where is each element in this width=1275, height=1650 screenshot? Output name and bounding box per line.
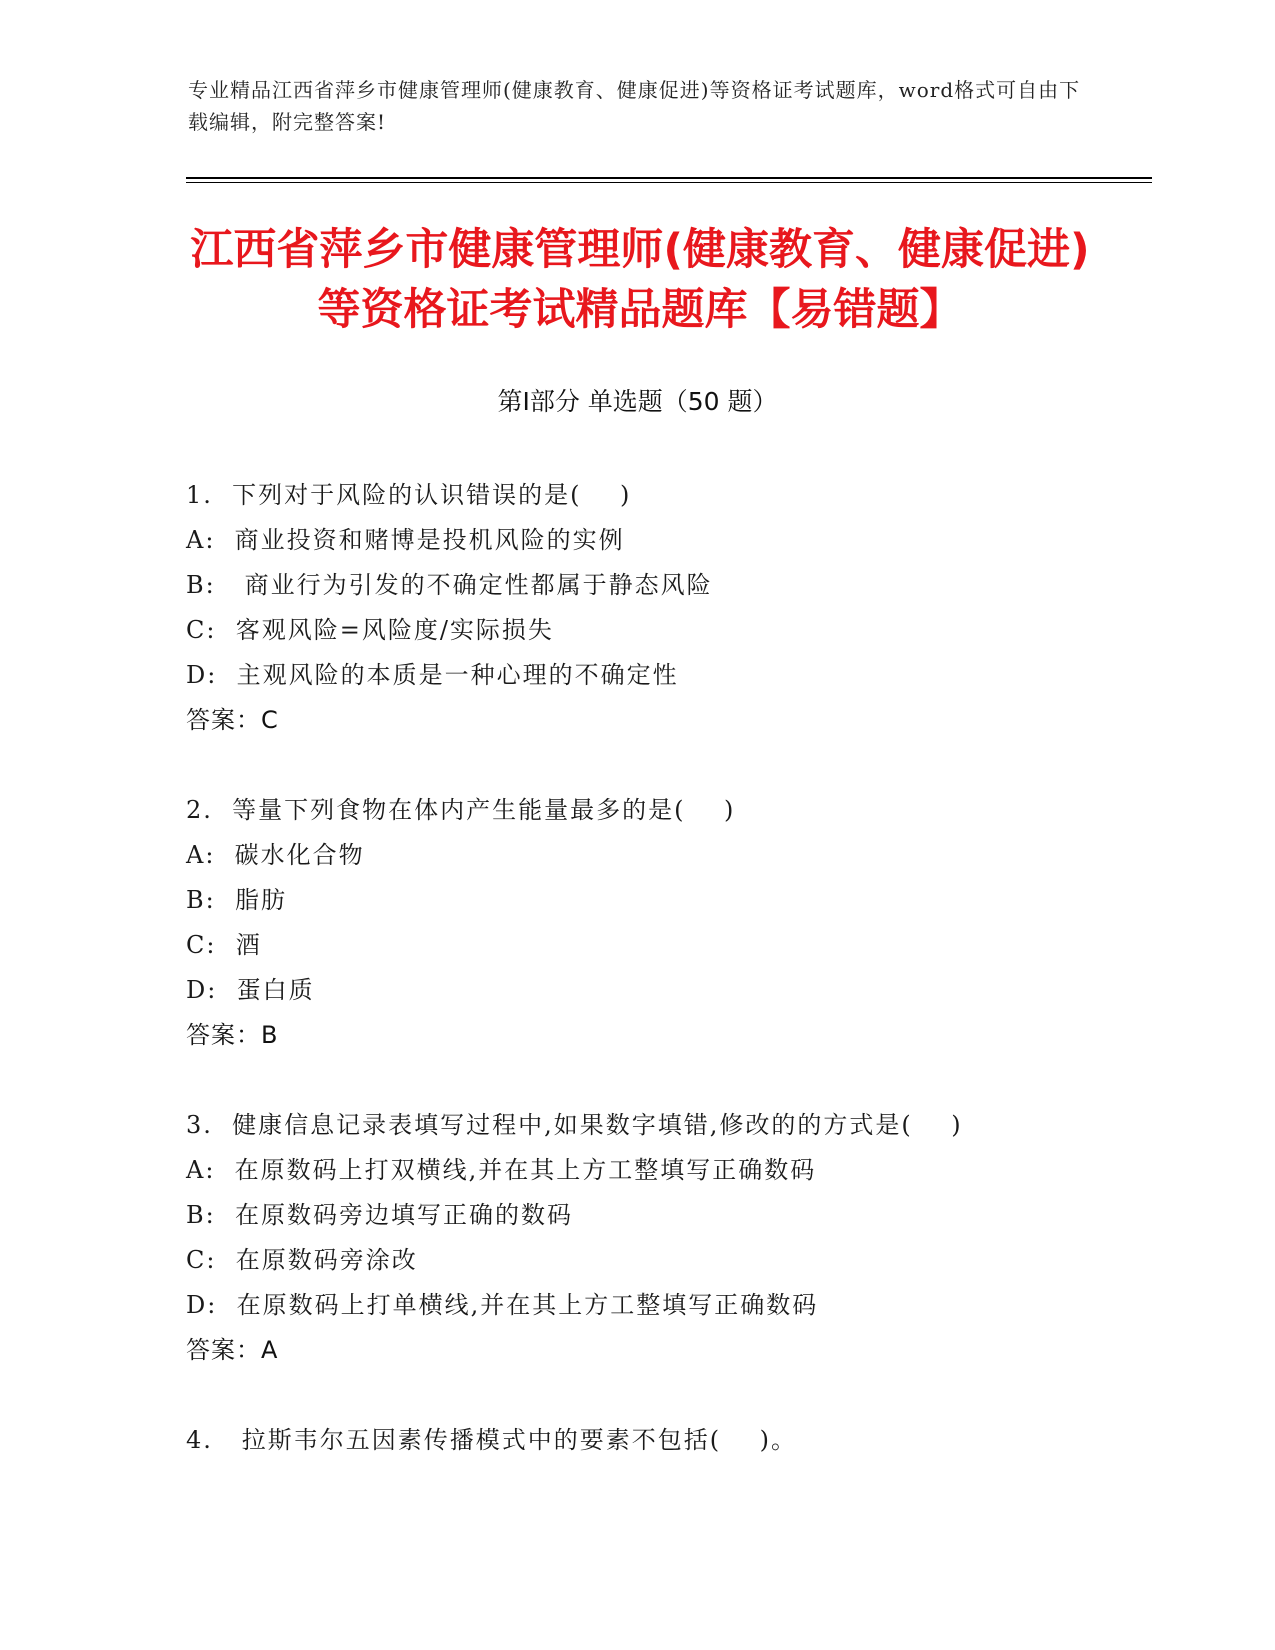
question-stem: 4. 拉斯韦尔五因素传播模式中的要素不包括( )。 <box>186 1426 798 1454</box>
question-3 <box>186 1103 1146 1373</box>
option-b: B: 脂肪 <box>186 886 287 914</box>
document-title: 江西省萍乡市健康管理师(健康教育、健康促进)等资格证考试精品题库【易错题】 <box>190 225 1090 335</box>
question-stem: 2. 等量下列食物在体内产生能量最多的是( ) <box>186 796 736 824</box>
header-divider-thin <box>186 182 1152 183</box>
option-c: C: 在原数码旁涂改 <box>186 1246 418 1274</box>
option-a: A: 碳水化合物 <box>186 841 365 869</box>
option-c: C: 客观风险=风险度/实际损失 <box>186 616 554 644</box>
answer: 答案：C <box>186 706 279 734</box>
question-1 <box>186 473 1146 743</box>
option-d: D: 蛋白质 <box>186 976 315 1004</box>
option-c: C: 酒 <box>186 931 262 959</box>
option-a: A: 商业投资和赌博是投机风险的实例 <box>186 526 625 554</box>
option-d: D: 在原数码上打单横线,并在其上方工整填写正确数码 <box>186 1291 819 1319</box>
question-2 <box>186 788 1146 1058</box>
question-stem: 1. 下列对于风险的认识错误的是( ) <box>186 481 632 509</box>
answer: 答案：A <box>186 1336 279 1364</box>
option-a: A: 在原数码上打双横线,并在其上方工整填写正确数码 <box>186 1156 817 1184</box>
header-note: 专业精品江西省萍乡市健康管理师(健康教育、健康促进)等资格证考试题库，word格式可自由下载编辑，附完整答案! <box>188 78 1081 134</box>
option-d: D: 主观风险的本质是一种心理的不确定性 <box>186 661 679 689</box>
option-b: B: 在原数码旁边填写正确的数码 <box>186 1201 573 1229</box>
question-4 <box>186 1418 1146 1463</box>
question-stem: 3. 健康信息记录表填写过程中,如果数字填错,修改的的方式是( ) <box>186 1111 963 1139</box>
header-divider-thick <box>186 177 1152 179</box>
section-heading: 第Ⅰ部分 单选题（50 题） <box>497 387 778 416</box>
question-list <box>186 473 1146 1508</box>
option-b: B: 商业行为引发的不确定性都属于静态风险 <box>186 571 713 599</box>
answer: 答案：B <box>186 1021 279 1049</box>
